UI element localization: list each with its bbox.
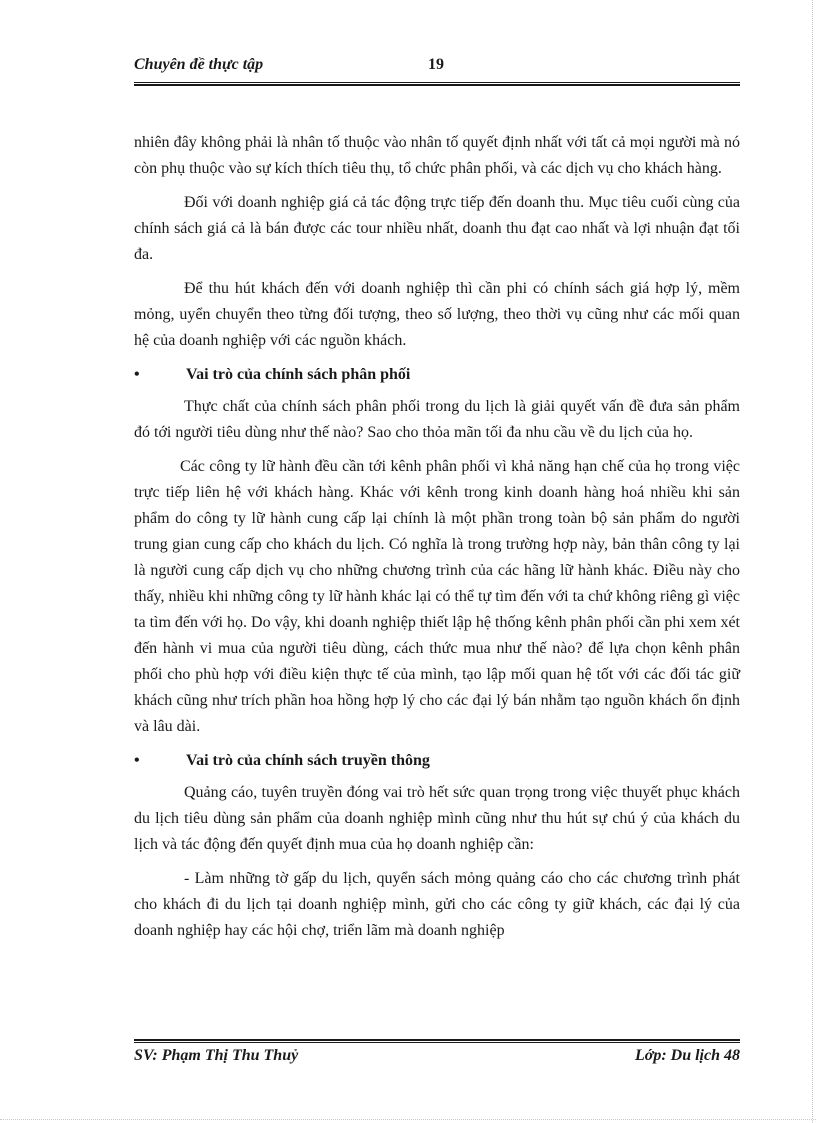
header-rule xyxy=(134,82,740,86)
section-heading-text: Vai trò của chính sách phân phối xyxy=(186,366,411,383)
paragraph-6: Quảng cáo, tuyên truyền đóng vai trò hết sức quan trọng trong việc thuyết phục khách du lịch tiêu dùng sản phẩm của doanh nghiệp mình cũng như thu hút sự chú ý của khách du lịch và tác động đến quyết định mua của họ doanh nghiệp cần: xyxy=(134,784,740,853)
footer-student-name: SV: Phạm Thị Thu Thuỷ xyxy=(134,1047,299,1064)
page-body xyxy=(134,130,740,952)
bullet-icon: • xyxy=(134,366,140,383)
paragraph-4: Thực chất của chính sách phân phối trong du lịch là giải quyết vấn đề đưa sản phẩm đó tới người tiêu dùng như thế nào? Sao cho thỏa mãn tối đa nhu cầu về du lịch của họ. xyxy=(134,398,740,441)
page-edge-right xyxy=(812,0,814,1123)
paragraph-2: Đối với doanh nghiệp giá cả tác động trực tiếp đến doanh thu. Mục tiêu cuối cùng của chính sách giá cả là bán được các tour nhiều nhất, doanh thu đạt cao nhất và lợi nhuận đạt tối đa. xyxy=(134,194,740,263)
footer-rule xyxy=(134,1039,740,1043)
paragraph-1: nhiên đây không phải là nhân tố thuộc vào nhân tố quyết định nhất với tất cả mọi người mà nó còn phụ thuộc vào sự kích thích tiêu thụ, tổ chức phân phối, và các dịch vụ cho khách hàng. xyxy=(134,134,740,177)
page-header xyxy=(134,54,740,84)
header-title: Chuyên đề thực tập xyxy=(134,56,264,73)
bullet-icon: • xyxy=(134,752,140,769)
page-number: 19 xyxy=(428,56,444,73)
paragraph-7: - Làm những tờ gấp du lịch, quyển sách mỏng quảng cáo cho các chương trình phát cho khách đi du lịch tại doanh nghiệp mình, gửi cho các công ty giữ khách, các đại lý của doanh nghiệp hay các hội chợ, triển lãm mà doanh nghiệp xyxy=(134,870,740,939)
page-edge-bottom xyxy=(0,1119,816,1121)
footer-class-name: Lớp: Du lịch 48 xyxy=(634,1047,740,1064)
paragraph-3: Để thu hút khách đến với doanh nghiệp thì cần phi có chính sách giá hợp lý, mềm mỏng, uyển chuyển theo từng đối tượng, theo số lượng, theo thời vụ cũng như các mối quan hệ của doanh nghiệp với các nguồn khách. xyxy=(134,280,740,349)
section-heading-communication xyxy=(134,748,740,774)
section-heading-distribution xyxy=(134,362,740,388)
section-heading-text: Vai trò của chính sách truyền thông xyxy=(186,752,430,769)
paragraph-5: Các công ty lữ hành đều cần tới kênh phân phối vì khả năng hạn chế của họ trong việc trực tiếp liên hệ với khách hàng. Khác với kênh trong kinh doanh hàng hoá nhiều khi sản phẩm do công ty lữ hành cung cấp lại chính là một phần trong toàn bộ sản phẩm do người trung gian cung cấp cho khách du lịch. Có nghĩa là trong trường hợp này, bản thân công ty lại là người cung cấp dịch vụ cho những chương trình của các hãng lữ hành khác. Điều này cho thấy, nhiều khi những công ty lữ hành khác lại có thể tự tìm đến với ta chứ không riêng gì việc ta tìm đến với họ. Do vậy, khi doanh nghiệp thiết lập hệ thống kênh phân phối cần phi xem xét đến hành vi mua của người tiêu dùng, cách thức mua như thế nào? để lựa chọn kênh phân phối cho phù hợp với điều kiện thực tế của mình, tạo lập mối quan hệ tốt với các đối tác giữ khách cũng như trích phần hoa hồng hợp lý cho các đại lý bán nhằm tạo nguồn khách ổn định và lâu dài. xyxy=(134,458,740,735)
page-footer xyxy=(134,1047,740,1071)
